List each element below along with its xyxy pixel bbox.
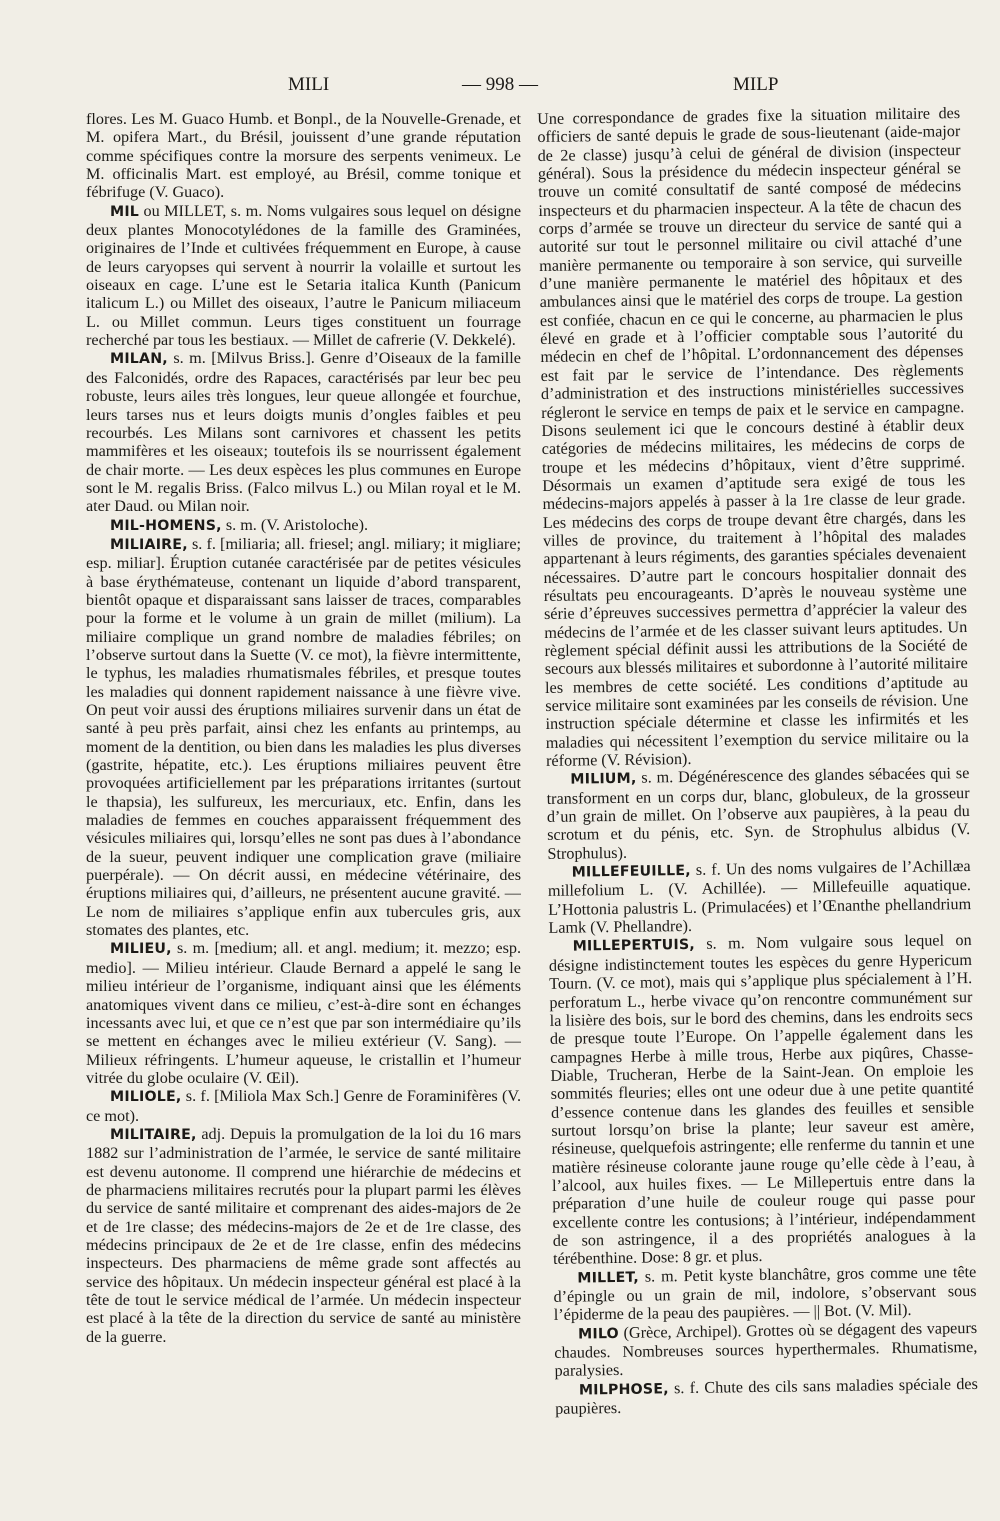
entry-headword: MILIUM,	[570, 771, 637, 788]
entry-headword: MILPHOSE,	[578, 1381, 669, 1399]
entry-headword: MILIAIRE,	[110, 536, 188, 553]
dictionary-entry	[86, 1125, 521, 1346]
entry-headword: MILITAIRE,	[110, 1126, 197, 1143]
page-number: — 998 —	[462, 74, 538, 95]
dictionary-entry	[555, 1375, 978, 1419]
dictionary-entry	[86, 110, 521, 202]
entry-text: ou MILLET, s. m. Noms vulgaires sous lequel on désigne deux plantes Monocotylédones de la famille des Graminées, originaires de l’Inde et cultivées fréquemment en Europe, à cause de leurs caryopses qui servent à nourrir la volaille et surtout les oiseaux en cage. L’une est le Setaria italica Kunth (Panicum italicum L.) ou Millet des oiseaux, l’autre le Panicum miliaceum L. ou Millet commun. Leurs tiges constituent un fourrage recherché par tous les bestiaux. — Millet de cafrerie (V. Dekkelé).	[86, 201, 521, 350]
dictionary-entry	[86, 535, 521, 940]
dictionary-entry	[86, 516, 521, 535]
right-column	[537, 104, 979, 1470]
dictionary-entry	[546, 764, 970, 863]
entry-text: s. f. [miliaria; all. friesel; angl. miliary; it migliare; esp. miliar]. Éruption cutanée caractérisée par de petites vésicules à base érythémateuse, contenant un liquide d’abord transparent, bientôt opaque et disparaissant sans laisser de traces, comparables pour la forme et le volume à un grain de millet (milium). La miliaire complique un grand nombre de maladies fébriles; on l’observe surtout dans la Suette (V. ce mot), la fièvre intermittente, le typhus, les maladies rhumatismales fébriles, et presque toutes les maladies qui donnent rapidement naissance à une fièvre vive. On peut voir aussi des éruptions miliaires survenir dans un état de santé à peu près parfait, ainsi chez les enfants au printemps, au moment de la dentition, ou bien dans les maladies les plus diverses (gastrite, hépatite, etc.). Les éruptions miliaires peuvent être provoquées artificiellement par les préparations irritantes (surtout le thapsia), les sulfureux, les mercuriaux, etc. Enfin, dans les maladies de femmes en couches apparaissent fréquemment des vésicules miliaires qui, lorsqu’elles ne sont pas dues à l’abondance de la sueur, peuvent indiquer une complication grave (miliaire puerpérale). — On décrit aussi, en médecine vétérinaire, des éruptions miliaires qui, d’ailleurs, ne présentent aucune gravité. — Le nom de miliaires s’applique enfin aux tubercules gris, aux stomates des plantes, etc.	[86, 534, 521, 940]
entry-headword: MILLET,	[577, 1269, 640, 1287]
header-left-guide-word: MILI	[288, 74, 330, 95]
entry-headword: MILAN,	[110, 351, 168, 368]
entry-headword: MILIEU,	[110, 941, 172, 958]
entry-text: flores. Les M. Guaco Humb. et Bonpl., de la Nouvelle-Grenade, et M. opifera Mart., du Brésil, jouissent d’une grande réputation comme spécifiques contre la morsure des serpents venimeux. Le M. officinalis Mart. est employé, au Brésil, comme tonique et fébrifuge (V. Guaco).	[86, 110, 521, 202]
entry-headword: MIL	[110, 203, 140, 220]
dictionary-entry	[537, 104, 969, 770]
entry-text: adj. Depuis la promulgation de la loi du 16 mars 1882 sur l’administration de l’armée, le service de santé militaire est devenu autonome. Il comprend une hiérarchie de médecins et de pharmaciens militaires recrutés pour la plupart parmi les élèves du service de santé militaire et comprenant des aides-majors de 2e et de 1re classe; des médecins-majors de 2e et de 1re classe, des médecins principaux de 2e et de 1re classe, enfin des médecins inspecteurs. Des pharmaciens de même grade sont affectés au service des hôpitaux. Un médecin inspecteur général est placé à la tête de tout le service médical de l’armée. Un médecin inspecteur est placé à la tête de la direction du service de santé au ministère de la guerre.	[86, 1124, 521, 1346]
entry-text: Une correspondance de grades fixe la situation militaire des officiers de santé depuis le grade de sous-lieutenant (aide-major de 2e classe) jusqu’à celui de général de division (inspecteur général). Sous la présidence du médecin inspecteur général se trouve un comité consultatif de santé composé de médecins inspecteurs et du pharmacien inspecteur. A la tête de chacun des corps d’armée se trouve un directeur du service de santé qui a autorité sur tout le personnel militaire ou civil attaché d’une manière permanente ou temporaire à son service, qui surveille d’une manière permanente le matériel des hôpitaux et des ambulances ainsi que le matériel des corps de troupe. La gestion est confiée, chacun en ce qui le concerne, au pharmacien le plus élevé en grade et à l’officier comptable sous l’autorité du médecin en chef de l’hôpital. L’ordonnancement des dépenses est fait par le service de l’intendance. Des règlements d’administration et des instructions ministérielles successives régleront le service en temps de paix et le service en campagne. Disons seulement ici que le concours destiné à établir deux catégories de médecins militaires, les médecins de corps de troupe et les médecins d’hôpitaux, vient d’être supprimé. Désormais un examen d’aptitude sera exigé de tous les médecins-majors appelés à passer à la 1re classe de leur grade. Les médecins des corps de troupe devant être chargés, dans les villes de province, du traitement à l’hôpital des malades appartenant à leurs régiments, des garanties spéciales devenaient nécessaires. D’autre part le concours hospitalier donnait des résultats peu encourageants. D’après le nouveau système une série d’épreuves successives permettra d’apprécier la valeur des médecins de l’armée et de les classer suivant leurs aptitudes. Un règlement spécial définit aussi les attributions de la Société de secours aux blessés militaires et subordonne à l’autorité militaire les membres de cette société. Les conditions d’aptitude au service militaire sont examinées par les conseils de révision. Une instruction spéciale détermine et classe les infirmités et les maladies qui nécessitent l’exemption du service militaire ou la réforme (V. Révision).	[537, 104, 969, 770]
dictionary-entry	[553, 1263, 977, 1325]
entry-headword: MILIOLE,	[110, 1089, 182, 1106]
entry-text: s. f. Un des noms vulgaires de l’Achillæa millefolium L. (V. Achillée). — Millefeuille aquatique. L’Hottonia palustris L. (Primulacées) et l’Œnanthe phellandrium Lamk (V. Phellandre).	[547, 857, 972, 938]
entry-text: s. f. [Miliola Max Sch.] Genre de Foraminifères (V. ce mot).	[86, 1087, 521, 1125]
entry-headword: MILLEPERTUIS,	[572, 937, 696, 956]
entry-headword: MILO	[577, 1325, 620, 1343]
entry-text: s. m. Dégénérescence des glandes sébacées qui se transforment en un corps dur, blanc, globuleux, de la grosseur d’un grain de millet. On l’observe aux paupières, à la peau du scrotum et du pénis, etc. Syn. de Strophulus albidus (V. Strophulus).	[546, 764, 971, 863]
dictionary-entry	[548, 857, 972, 937]
entry-text: s. m. Petit kyste blanchâtre, gros comme une tête d’épingle ou un grain de mil, indolore, s’observant sous l’épiderme de la peau des paupières. — || Bot. (V. Mil).	[553, 1262, 977, 1325]
dictionary-entry	[86, 349, 521, 515]
running-header	[0, 70, 1000, 100]
entry-text: s. m. Nom vulgaire sous lequel on désigne indistinctement toutes les espèces du genre Hypericum Tourn. (V. ce mot), mais qui s’applique plus spécialement à l’H. perforatum L., herbe vivace qu’on rencontre communément sur la lisière des bois, sur le bord des chemins, dans les endroits secs de presque toute l’Europe. On l’appelle également dans les campagnes Herbe à mille trous, Herbe aux piqûres, Chasse-Diable, Trucheran, Herbe de la Saint-Jean. On emploie les sommités fleuries; elles ont une odeur due à une petite quantité d’essence contenue dans les glandes des feuilles et sensible surtout lorsqu’on brise la plante; leur saveur est amère, résineuse, quelquefois astringente; elle renferme du tannin et une matière résineuse colorante jaune rouge qu’elle cède à l’eau, à l’alcool, aux huiles fixes. — Le Millepertuis entre dans la préparation d’une huile de couleur rouge qui passe pour excellente contre les contusions; à l’intérieur, indépendamment de son astringence, il a des propriétés analogues à la térébenthine. Dose: 8 gr. et plus.	[548, 931, 976, 1269]
entry-headword: MIL-HOMENS,	[110, 517, 222, 534]
dictionary-entry	[554, 1319, 978, 1381]
entry-text: s. f. Chute des cils sans maladies spéciale des paupières.	[555, 1374, 978, 1418]
left-column	[86, 110, 521, 1470]
dictionary-entry	[86, 1087, 521, 1125]
entry-text: s. m. [medium; all. et angl. medium; it. mezzo; esp. medio]. — Milieu intérieur. Claude Bernard a appelé le sang le milieu intérieur de l’organisme, indiquant ainsi que les éléments anatomiques vivent dans ce milieu, c’est-à-dire sont en échanges incessants avec lui, et que ce n’est que par son intermédiaire qu’ils se mettent en échanges avec le milieu extérieur (V. Sang). — Milieux réfringents. L’humeur aqueuse, le cristallin et l’humeur vitrée du globe oculaire (V. Œil).	[86, 939, 521, 1087]
dictionary-entry	[86, 202, 521, 350]
dictionary-entry	[86, 939, 521, 1087]
entry-text: s. m. (V. Aristoloche).	[225, 515, 369, 534]
entry-text: s. m. [Milvus Briss.]. Genre d’Oiseaux de la famille des Falconidés, ordre des Rapaces, caractérisés par leur bec peu robuste, leurs ailes très longues, leur queue allongée et fourchue, leurs tarses nus et leurs doigts munis d’ongles faibles et peu recourbés. Les Milans sont carnivores et chassent les petits mammifères et les oiseaux; toutefois ils se nourrissent également de chair morte. — Les deux espèces les plus communes en Europe sont le M. regalis Briss. (Falco milvus L.) ou Milan royal et le M. ater Daud. ou Milan noir.	[86, 349, 521, 516]
entry-text: (Grèce, Archipel). Grottes où se dégagent des vapeurs chaudes. Nombreuses sources hyperthermales. Rhumatisme, paralysies.	[554, 1318, 978, 1381]
entry-headword: MILLEFEUILLE,	[571, 863, 691, 881]
header-right-guide-word: MILP	[733, 74, 779, 95]
dictionary-entry	[549, 931, 977, 1268]
